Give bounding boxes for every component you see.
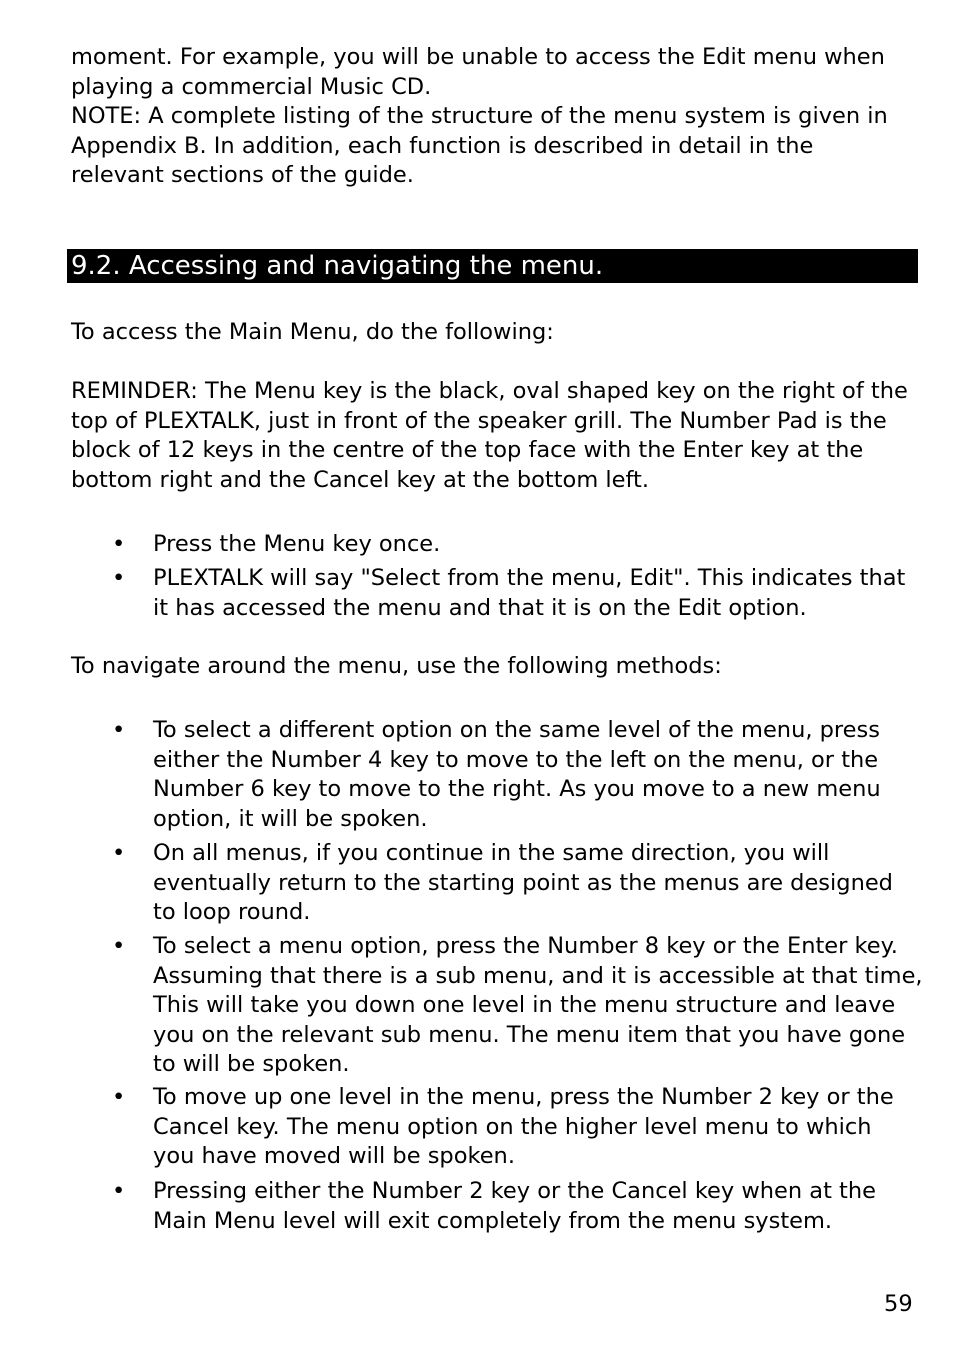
intro-line: playing a commercial Music CD.	[71, 73, 432, 100]
navigate-intro-paragraph	[71, 652, 921, 682]
access-intro-paragraph	[71, 318, 921, 348]
list-item-line: PLEXTALK will say "Select from the menu, Edit". This indicates that	[153, 565, 906, 591]
section-heading: 9.2. Accessing and navigating the menu.	[71, 251, 604, 281]
bullet-icon: •	[112, 531, 126, 557]
list-item-text	[153, 1083, 894, 1172]
list-item-line: On all menus, if you continue in the same direction, you will	[153, 840, 830, 866]
reminder-paragraph	[71, 377, 921, 495]
list-item-line: Number 6 key to move to the right. As you move to a new menu	[153, 776, 881, 802]
reminder-line: REMINDER: The Menu key is the black, oval shaped key on the right of the	[71, 378, 908, 404]
bullet-icon: •	[112, 717, 126, 743]
list-item-line: To select a menu option, press the Number 8 key or the Enter key.	[153, 933, 898, 959]
list-item-text	[153, 1177, 876, 1236]
list-item-line: you on the relevant sub menu. The menu item that you have gone	[153, 1021, 906, 1048]
intro-line: moment. For example, you will be unable to access the Edit menu when	[71, 44, 885, 70]
access-intro-text: To access the Main Menu, do the following:	[71, 319, 554, 345]
section-heading-bar	[67, 249, 918, 283]
note-line: relevant sections of the guide.	[71, 162, 414, 188]
list-item-line: Assuming that there is a sub menu, and it is accessible at that time,	[153, 962, 923, 989]
list-item-line: Pressing either the Number 2 key or the Cancel key when at the	[153, 1178, 876, 1204]
list-item-line: Cancel key. The menu option on the higher level menu to which	[153, 1113, 872, 1140]
list-item-text	[153, 530, 440, 560]
list-item-line: To select a different option on the same level of the menu, press	[153, 717, 880, 743]
bullet-icon: •	[112, 565, 126, 591]
list-item-line: To move up one level in the menu, press the Number 2 key or the	[153, 1084, 894, 1110]
list-item-line: This will take you down one level in the menu structure and leave	[153, 992, 896, 1018]
note-line: Appendix B. In addition, each function is described in detail in the	[71, 132, 814, 159]
page-number: 59	[884, 1291, 913, 1317]
list-item-line: it has accessed the menu and that it is on the Edit option.	[153, 594, 807, 621]
note-line: NOTE: A complete listing of the structure of the menu system is given in	[71, 103, 888, 129]
bullet-icon: •	[112, 1178, 126, 1204]
bullet-icon: •	[112, 840, 126, 866]
reminder-line: bottom right and the Cancel key at the bottom left.	[71, 466, 649, 493]
list-item-text	[153, 839, 893, 928]
navigate-intro-text: To navigate around the menu, use the following methods:	[71, 653, 722, 679]
bullet-icon: •	[112, 933, 126, 959]
bullet-icon: •	[112, 1084, 126, 1110]
list-item-line: to loop round.	[153, 899, 311, 925]
list-item-line: Main Menu level will exit completely from the menu system.	[153, 1207, 833, 1234]
list-item-line: to will be spoken.	[153, 1051, 350, 1077]
intro-paragraph	[71, 43, 921, 191]
list-item-line: eventually return to the starting point as the menus are designed	[153, 869, 893, 896]
list-item-line: Press the Menu key once.	[153, 531, 441, 557]
list-item-text	[153, 716, 881, 834]
list-item-text	[153, 932, 923, 1080]
list-item-line: you have moved will be spoken.	[153, 1143, 515, 1169]
list-item-line: either the Number 4 key to move to the left on the menu, or the	[153, 746, 879, 773]
list-item-text	[153, 564, 905, 623]
reminder-line: top of PLEXTALK, just in front of the speaker grill. The Number Pad is the	[71, 407, 887, 434]
list-item-line: option, it will be spoken.	[153, 805, 428, 832]
reminder-line: block of 12 keys in the centre of the top face with the Enter key at the	[71, 437, 864, 463]
